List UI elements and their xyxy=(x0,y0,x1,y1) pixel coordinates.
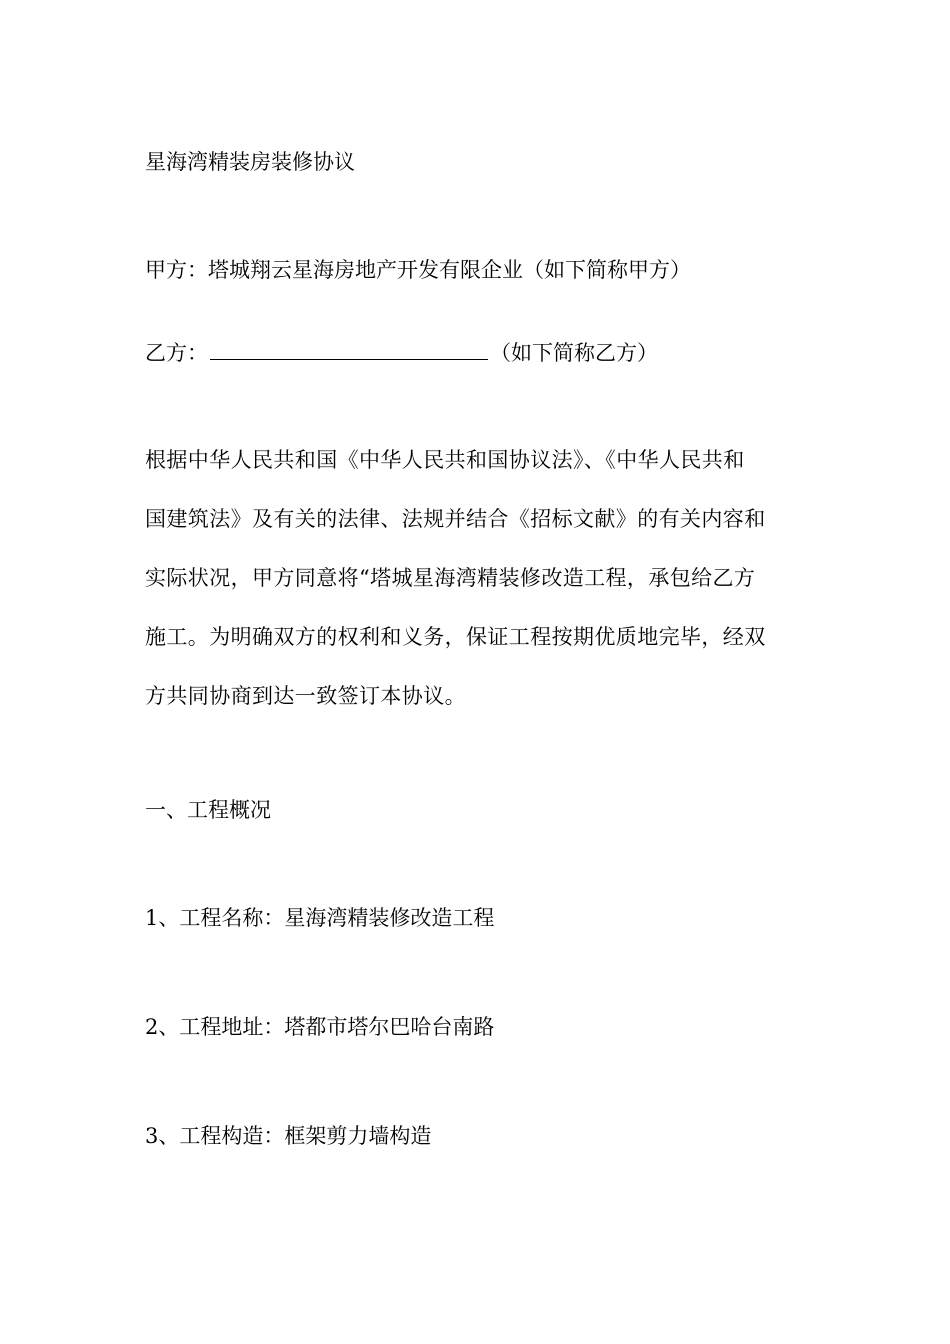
party-a-line: 甲方：塔城翔云星海房地产开发有限企业（如下简称甲方） xyxy=(145,258,691,282)
project-item: 2、工程地址：塔都市塔尔巴哈台南路 xyxy=(145,1015,495,1039)
project-item: 3、工程构造：框架剪力墙构造 xyxy=(145,1124,432,1148)
document-title: 星海湾精装房装修协议 xyxy=(145,150,355,174)
intro-line: 根据中华人民共和国《中华人民共和国协议法》、《中华人民共和 xyxy=(145,448,745,472)
party-b-line xyxy=(145,337,658,367)
project-item: 1、工程名称：星海湾精装修改造工程 xyxy=(145,906,495,930)
intro-line: 国建筑法》及有关的法律、法规并结合《招标文献》的有关内容和 xyxy=(145,507,766,531)
party-b-suffix: （如下简称乙方） xyxy=(490,341,658,365)
party-b-blank-field xyxy=(210,337,488,360)
intro-line: 实际状况，甲方同意将“塔城星海湾精装修改造工程，承包给乙方 xyxy=(145,566,756,590)
section-heading: 一、工程概况 xyxy=(145,798,271,822)
party-b-prefix: 乙方： xyxy=(145,341,208,365)
intro-line: 施工。为明确双方的权利和义务，保证工程按期优质地完毕，经双 xyxy=(145,625,766,649)
intro-paragraph xyxy=(145,431,805,726)
intro-line: 方共同协商到达一致签订本协议。 xyxy=(145,684,466,708)
